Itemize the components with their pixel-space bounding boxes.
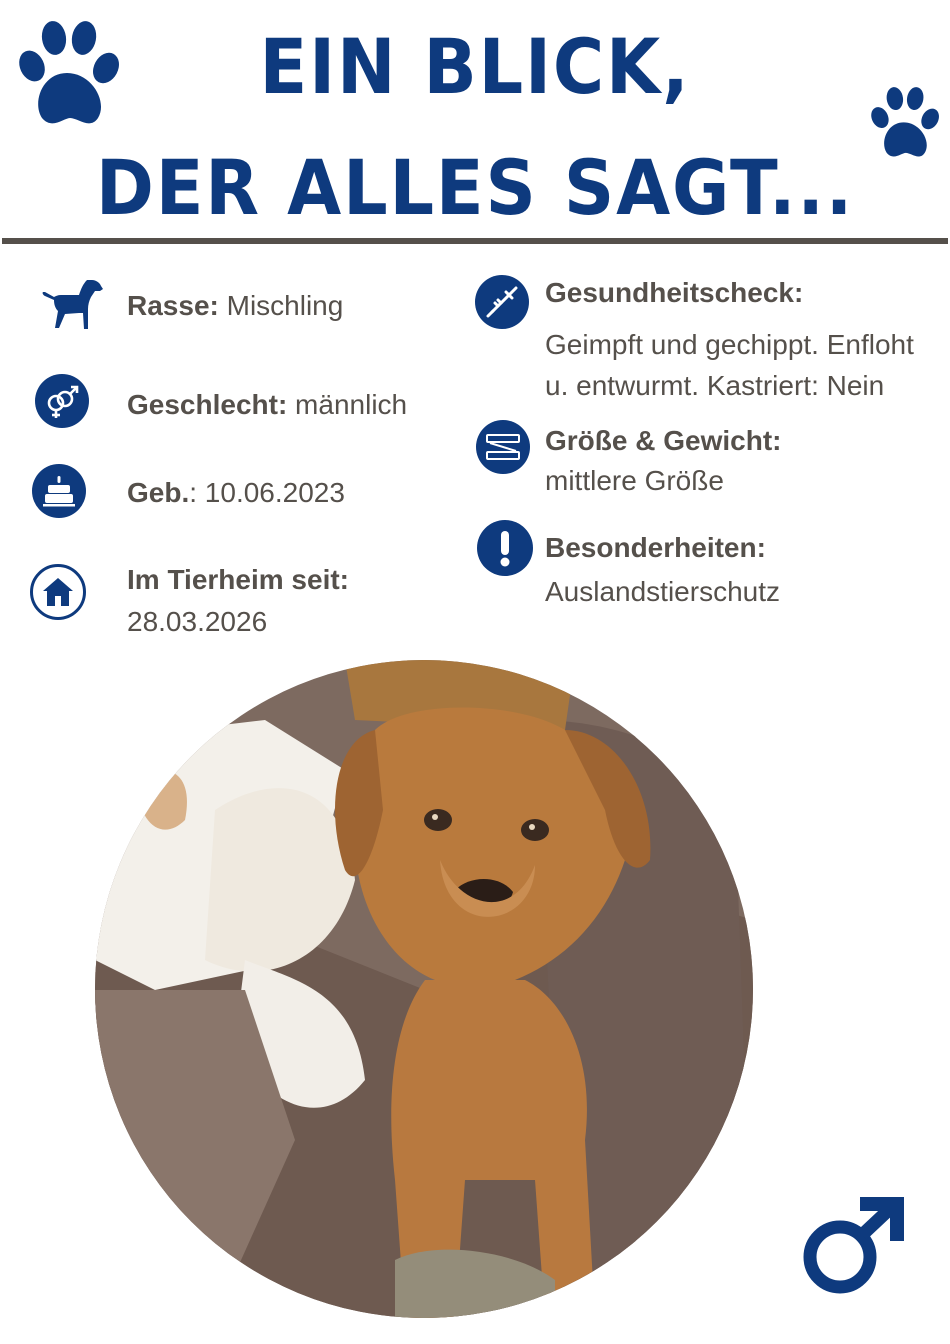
birthday-cake-icon xyxy=(32,464,86,518)
special-label: Besonderheiten: xyxy=(545,532,766,563)
gender-value: männlich xyxy=(287,389,408,420)
dog-photo xyxy=(95,660,753,1318)
dog-icon xyxy=(34,278,104,332)
syringe-icon xyxy=(475,275,529,329)
ruler-icon xyxy=(476,420,530,474)
exclamation-icon xyxy=(477,520,533,576)
size-label: Größe & Gewicht: xyxy=(545,425,782,456)
gender-icon xyxy=(35,374,89,428)
breed-label: Rasse: xyxy=(127,290,219,321)
title-line-1: EIN BLICK, xyxy=(259,22,691,111)
divider xyxy=(2,238,948,244)
male-symbol-icon xyxy=(800,1195,910,1299)
birth-label: Geb. xyxy=(127,477,190,508)
birth-sep: : xyxy=(189,477,198,508)
gender-label: Geschlecht: xyxy=(127,389,288,420)
birth-row xyxy=(127,473,345,513)
house-icon xyxy=(30,564,86,620)
health-line-2: u. entwurmt. Kastriert: Nein xyxy=(545,370,885,401)
health-label: Gesundheitscheck: xyxy=(545,277,804,308)
size-value: mittlere Größe xyxy=(545,465,724,496)
breed-row xyxy=(127,286,343,326)
title-line-2: DER ALLES SAGT... xyxy=(95,143,855,232)
birth-value: 10.06.2023 xyxy=(197,477,345,508)
shelter-label: Im Tierheim seit: xyxy=(127,564,350,595)
gender-row xyxy=(127,385,407,425)
health-line-1: Geimpft und gechippt. Enfloht xyxy=(545,329,914,360)
breed-value: Mischling xyxy=(218,290,344,321)
shelter-value: 28.03.2026 xyxy=(127,606,268,637)
special-value: Auslandstierschutz xyxy=(545,576,781,607)
